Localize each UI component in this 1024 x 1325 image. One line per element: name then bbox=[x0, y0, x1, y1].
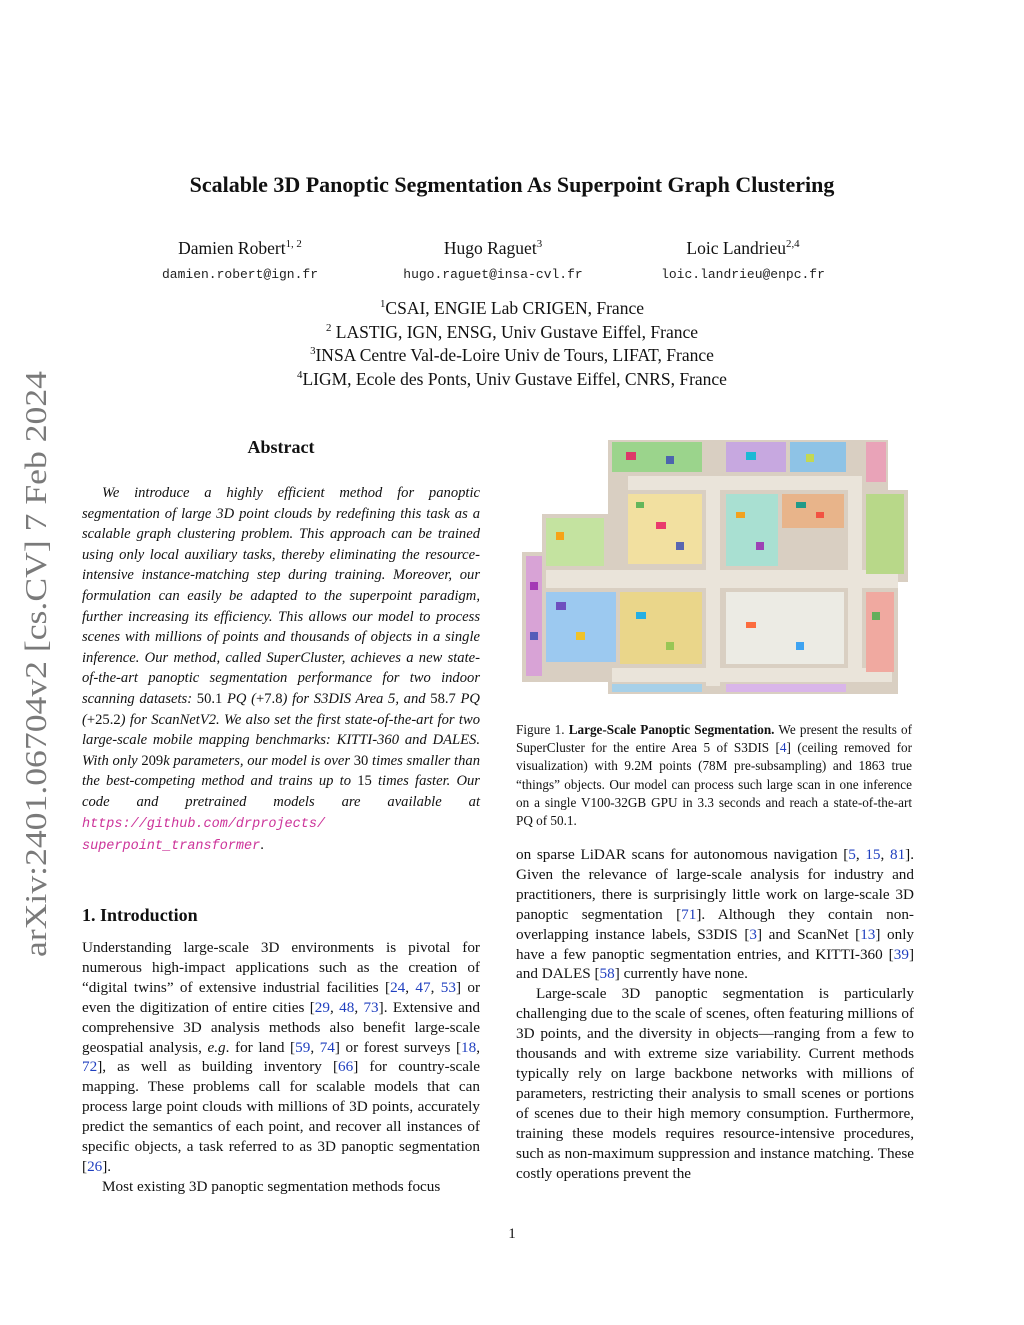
left-column bbox=[82, 938, 480, 1197]
intro-paragraph-4: Large-scale 3D panoptic segmentation is particularly challenging due to the scale of scenes, often featuring millions of 3D points, and the diversity in objects—ranging from a few to thousands and with extreme size variability. Current methods typically rely on large backbone networks with millions of parameters, restricting their analysis to small scenes or portions of scenes due to their high memory consumption. Furthermore, training these models requires resource-intensive procedures, such as non-maximum suppression and instance matching. These costly operations prevent the bbox=[516, 985, 914, 1182]
paper-title: Scalable 3D Panoptic Segmentation As Superpoint Graph Clustering bbox=[189, 172, 835, 197]
author-name: Damien Robert$^{1, 2}$ bbox=[178, 238, 302, 258]
citation-link[interactable]: 48 bbox=[339, 998, 355, 1016]
author-name: Loic Landrieu$^{2,4}$ bbox=[686, 238, 800, 258]
abstract-heading: Abstract bbox=[247, 437, 315, 457]
italic-text: e.g bbox=[207, 1038, 226, 1056]
right-column bbox=[516, 845, 914, 1183]
github-link[interactable]: https://github.com/drprojects/ bbox=[82, 816, 326, 832]
citation-link[interactable]: 29 bbox=[314, 998, 330, 1016]
citation-link[interactable]: 5 bbox=[848, 846, 856, 863]
intro-paragraph-3: on sparse LiDAR scans for autonomous navigation [5, 15, 81]. Given the relevance of large-scale analysis for industry and practitioners, there is surprisingly little work on large-scale 3D panoptic segmentation [71]. Although they contain non-overlapping instance labels, S3DIS [3] and ScanNet [13] only have a few panoptic segmentation entries, and KITTI-360 [39] and DALES [58] currently have none. bbox=[516, 846, 915, 983]
github-link-cont[interactable]: superpoint_transformer bbox=[82, 839, 261, 855]
author-name: Hugo Raguet$^3$ bbox=[443, 238, 543, 258]
author-email[interactable]: hugo.raguet@insa-cvl.fr bbox=[403, 267, 583, 282]
affiliation-4: $^4$LIGM, Ecole des Ponts, Univ Gustave Eiffel, CNRS, France bbox=[297, 368, 727, 389]
author-email[interactable]: loic.landrieu@enpc.fr bbox=[661, 267, 825, 282]
citation-link[interactable]: 3 bbox=[749, 925, 757, 943]
citation-link[interactable]: 71 bbox=[681, 905, 697, 923]
intro-paragraph-1: Understanding large-scale 3D environments is pivotal for numerous high-impact applications such as the creation of “digital twins” of extensive industrial facilities [24, 47, 53] or even the digitization of entire cities [29, 48, 73]. Extensive and comprehensive 3D analysis methods also benefit large-scale geospatial analysis, e.g. for land [59, 74] or forest surveys [18, 72], as well as building inventory [66] for country-scale mapping. These problems call for scalable models that can process large point clouds with millions of 3D points, accurately predict the semantics of each point, and recover all instances of specific objects, a task referred to as 3D panoptic segmentation [26]. bbox=[82, 939, 481, 1175]
citation-link[interactable]: 47 bbox=[415, 978, 431, 996]
citation-link[interactable]: 26 bbox=[87, 1157, 103, 1175]
abstract-body: We introduce a highly efficient method for panoptic segmentation of large 3D point clouds by redefining this task as a scalable graph clustering problem. This approach can be trained using only local auxiliary tasks, thereby eliminating the resource-intensive instance-matching step during training. Moreover, our formulation can easily be adapted to the superpoint paradigm, further increasing its efficiency. This allows our model to process scenes with millions of points and thousands of objects in a single inference. Our method, called SuperCluster, achieves a new state-of-the-art panoptic segmentation performance for two indoor scanning datasets: 50.1 PQ (+7.8) for S3DIS Area 5, and 58.7 PQ (+25.2) for ScanNetV2. We also set the first state-of-the-art for two large-scale mobile mapping benchmarks: KITTI-360 and DALES. With only 209k parameters, our model is over 30 times smaller than the best-competing method and trains up to 15 times faster. Our code and pretrained models are available at https://github.com/drprojects/ superpoint_transformer. bbox=[82, 485, 480, 855]
figure-caption: Figure 1. Large-Scale Panoptic Segmentation. We present the results of SuperCluster for the entire Area 5 of S3DIS [4] (ceiling removed for visualization) with 9.2M points (78M pre-subsampling) and 1863 true “things” objects. Our model can process such large scan in one inference on a single V100-32GB GPU in 3.3 seconds and reach a state-of-the-art PQ of 50.1. bbox=[516, 722, 913, 829]
citation-link[interactable]: 13 bbox=[860, 925, 876, 943]
citation-link[interactable]: 39 bbox=[893, 945, 909, 963]
author-email[interactable]: damien.robert@ign.fr bbox=[161, 267, 319, 282]
affiliations bbox=[0, 297, 1024, 391]
citation-link[interactable]: 81 bbox=[889, 846, 906, 863]
citation-link[interactable]: 74 bbox=[319, 1038, 335, 1056]
arxiv-stamp-svg bbox=[8, 367, 58, 960]
citation-link[interactable]: 24 bbox=[390, 978, 406, 996]
citation-link[interactable]: 18 bbox=[461, 1038, 477, 1056]
citation-link[interactable]: 58 bbox=[599, 965, 615, 983]
author-2 bbox=[363, 238, 623, 282]
page-number: 1 bbox=[508, 1226, 516, 1242]
author-3 bbox=[613, 238, 873, 282]
section-heading: 1. Introduction bbox=[82, 905, 198, 925]
affiliation-3: $^3$INSA Centre Val-de-Loire Univ de Tours, LIFAT, France bbox=[310, 345, 714, 365]
intro-paragraph-2: Most existing 3D panoptic segmentation methods focus bbox=[102, 1177, 441, 1195]
citation-link[interactable]: 66 bbox=[338, 1058, 354, 1076]
figure-floorplan bbox=[516, 432, 920, 706]
affiliation-2: $^2$ LASTIG, IGN, ENSG, Univ Gustave Eiffel, France bbox=[325, 321, 699, 342]
citation-link[interactable]: 15 bbox=[865, 846, 881, 863]
citation-link[interactable]: 59 bbox=[295, 1038, 311, 1056]
arxiv-stamp bbox=[8, 367, 58, 960]
author-1 bbox=[110, 238, 370, 282]
affiliation-1: $^1$CSAI, ENGIE Lab CRIGEN, France bbox=[380, 298, 644, 318]
citation-link[interactable]: 72 bbox=[82, 1058, 98, 1076]
citation-link[interactable]: 73 bbox=[363, 998, 379, 1016]
arxiv-stamp-text: arXiv:2401.06704v2 [cs.CV] 7 Feb 2024 bbox=[18, 447, 53, 957]
citation-link[interactable]: 53 bbox=[440, 978, 456, 996]
